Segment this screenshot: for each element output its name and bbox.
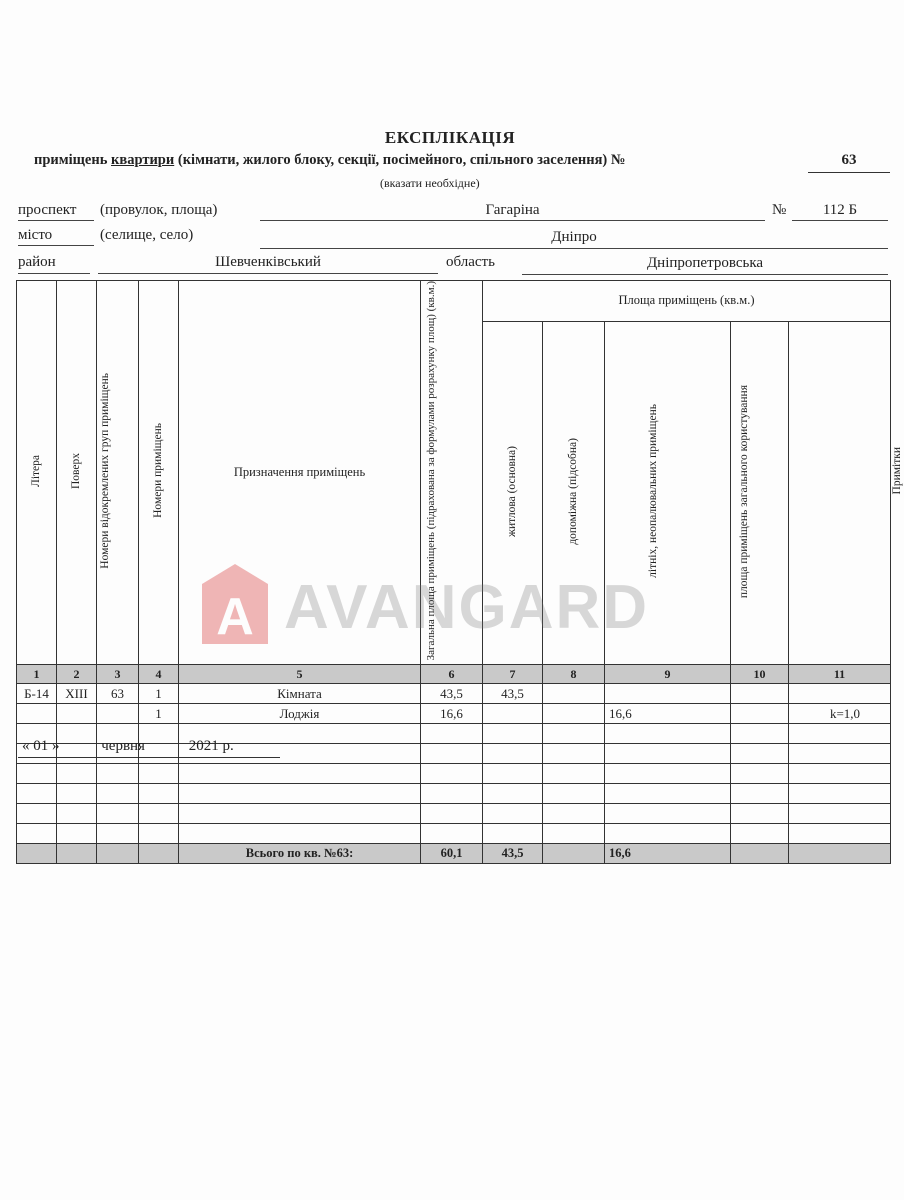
table-cell	[731, 764, 789, 784]
explication-table: Літера Поверх Номери відокремлених груп приміщень Номери приміщень Призначення приміщень Загальна площа приміщень (підрахована за формулами розрахунку площ) (кв.м.) Площа приміщень (кв.м.) Примітки житлова (основна) допоміжна (підсобна) літніх, неопалювальних приміщень площа приміщень загального користування 1 2 3 4 5 6 7 8 9 10 11 Б-14 ХІІІ 63 1 Кімната 43,5 43,5 1 Лоджія 16,6 16,6 k=1,0 Всього по кв. №63: 60,1 43,5 16,6	[16, 280, 891, 864]
district-value-line	[98, 273, 438, 274]
subtitle-prefix: приміщень	[34, 152, 112, 168]
header-rooms: Номери приміщень	[139, 281, 179, 665]
table-cell	[543, 764, 605, 784]
table-cell	[421, 804, 483, 824]
table-cell	[789, 724, 891, 744]
table-row	[17, 804, 891, 824]
col-number: 1	[17, 665, 57, 684]
table-cell	[57, 824, 97, 844]
table-cell	[483, 804, 543, 824]
table-cell	[605, 784, 731, 804]
header-purpose: Призначення приміщень	[179, 281, 421, 665]
table-cell	[139, 764, 179, 784]
table-cell	[789, 684, 891, 704]
table-cell	[17, 804, 57, 824]
col-number: 11	[789, 665, 891, 684]
total-label: Всього по кв. №63:	[179, 844, 421, 864]
table-cell	[543, 824, 605, 844]
col-number: 2	[57, 665, 97, 684]
table-cell	[731, 704, 789, 724]
table-cell: 1	[139, 704, 179, 724]
table-cell	[605, 724, 731, 744]
table-cell	[789, 784, 891, 804]
district-label: район	[18, 254, 56, 270]
col-number: 6	[421, 665, 483, 684]
table-cell	[483, 724, 543, 744]
col-number: 8	[543, 665, 605, 684]
street-label: проспект	[18, 202, 77, 218]
table-cell	[179, 804, 421, 824]
table-cell: Кімната	[179, 684, 421, 704]
table-row	[17, 824, 891, 844]
city-value: Дніпро	[551, 229, 597, 245]
table-cell	[543, 724, 605, 744]
table-cell	[421, 724, 483, 744]
header-groups: Номери відокремлених груп приміщень	[97, 281, 139, 665]
table-cell	[179, 784, 421, 804]
header-auxiliary: допоміжна (підсобна)	[543, 321, 605, 664]
table-cell	[421, 744, 483, 764]
street-alt-label: (провулок, площа)	[100, 202, 218, 218]
region-label: область	[446, 254, 495, 270]
street-value: Гагаріна	[485, 202, 540, 218]
city-alt-label: (селище, село)	[100, 227, 194, 243]
header-poverkh: Поверх	[57, 281, 97, 665]
table-cell: 16,6	[421, 704, 483, 724]
watermark	[200, 560, 720, 650]
table-cell: Лоджія	[179, 704, 421, 724]
table-cell	[731, 784, 789, 804]
date-year: 2021 р.	[188, 738, 234, 754]
table-cell	[605, 764, 731, 784]
hint-text: (вказати необхідне)	[380, 176, 480, 190]
street-label-line	[18, 220, 94, 221]
table-cell	[543, 704, 605, 724]
col-number: 10	[731, 665, 789, 684]
apartment-number-line	[808, 172, 890, 173]
house-no-value: 112 Б	[822, 202, 858, 218]
total-living: 43,5	[483, 844, 543, 864]
table-cell	[57, 764, 97, 784]
table-cell	[17, 704, 57, 724]
total-area: 60,1	[421, 844, 483, 864]
city-value-line	[260, 248, 888, 249]
table-cell	[605, 744, 731, 764]
apartment-number: 63	[841, 152, 857, 168]
table-cell	[789, 824, 891, 844]
table-cell	[543, 784, 605, 804]
table-cell	[17, 764, 57, 784]
table-cell	[483, 744, 543, 764]
avangard-logo-icon	[200, 562, 270, 646]
table-cell	[789, 764, 891, 784]
table-cell	[605, 804, 731, 824]
header-summer: літніх, неопалювальних приміщень	[605, 321, 731, 664]
table-cell	[543, 684, 605, 704]
table-cell	[483, 704, 543, 724]
table-cell	[97, 784, 139, 804]
table-cell: 16,6	[605, 704, 731, 724]
table-cell	[17, 784, 57, 804]
table-cell: 43,5	[421, 684, 483, 704]
column-numbers-row	[17, 665, 891, 684]
total-common	[731, 844, 789, 864]
table-row	[17, 784, 891, 804]
table-cell	[731, 824, 789, 844]
header-area-group: Площа приміщень (кв.м.)	[483, 281, 891, 322]
table-cell	[97, 824, 139, 844]
table-cell	[483, 764, 543, 784]
table-cell	[483, 824, 543, 844]
house-no-line	[792, 220, 888, 221]
district-value: Шевченківський	[215, 254, 321, 270]
subtitle-rest: (кімнати, жилого блоку, секції, посімейного, спільного заселення) №	[174, 152, 626, 168]
table-cell	[731, 744, 789, 764]
table-cell	[421, 824, 483, 844]
svg-text:A: A	[216, 588, 254, 646]
total-summer: 16,6	[605, 844, 731, 864]
table-cell	[139, 784, 179, 804]
table-cell	[789, 804, 891, 824]
table-cell	[57, 804, 97, 824]
city-label: місто	[18, 227, 53, 243]
table-cell: ХІІІ	[57, 684, 97, 704]
table-cell	[421, 764, 483, 784]
table-cell	[97, 704, 139, 724]
total-auxiliary	[543, 844, 605, 864]
table-row	[17, 684, 891, 704]
table-cell	[421, 784, 483, 804]
header-living: житлова (основна)	[483, 321, 543, 664]
col-number: 4	[139, 665, 179, 684]
table-row	[17, 704, 891, 724]
table-cell	[139, 824, 179, 844]
table-row	[17, 764, 891, 784]
table-cell	[483, 784, 543, 804]
table-cell: Б-14	[17, 684, 57, 704]
table-cell: 43,5	[483, 684, 543, 704]
region-value: Дніпропетровська	[646, 255, 764, 271]
total-notes	[789, 844, 891, 864]
subtitle-underlined: квартири	[111, 152, 175, 168]
house-no-label: №	[772, 202, 787, 218]
region-value-line	[522, 274, 888, 275]
table-cell	[57, 784, 97, 804]
street-value-line	[260, 220, 765, 221]
table-cell	[605, 824, 731, 844]
table-cell	[731, 724, 789, 744]
table-cell: 63	[97, 684, 139, 704]
col-number: 5	[179, 665, 421, 684]
table-cell	[543, 744, 605, 764]
document-title: ЕКСПЛІКАЦІЯ	[384, 128, 516, 147]
signing-date	[22, 738, 234, 755]
table-cell: 1	[139, 684, 179, 704]
table-cell	[97, 764, 139, 784]
table-cell	[179, 824, 421, 844]
city-label-line	[18, 245, 94, 246]
header-total-area: Загальна площа приміщень (підрахована за формулами розрахунку площ) (кв.м.)	[421, 281, 483, 665]
header-common: площа приміщень загального користування	[731, 321, 789, 664]
table-cell	[543, 804, 605, 824]
table-cell	[97, 804, 139, 824]
district-label-line	[18, 273, 90, 274]
col-number: 3	[97, 665, 139, 684]
date-line	[18, 757, 280, 758]
watermark-text: AVANGARD	[284, 573, 650, 642]
table-cell	[731, 684, 789, 704]
table-cell	[789, 744, 891, 764]
table-cell	[731, 804, 789, 824]
col-number: 7	[483, 665, 543, 684]
date-day: « 01 »	[22, 738, 60, 754]
date-month: червня	[101, 738, 145, 754]
table-cell	[179, 764, 421, 784]
table-cell	[57, 704, 97, 724]
col-number: 9	[605, 665, 731, 684]
table-cell: k=1,0	[789, 704, 891, 724]
table-cell	[139, 804, 179, 824]
table-cell	[605, 684, 731, 704]
header-litera: Літера	[17, 281, 57, 665]
document-subtitle	[34, 152, 625, 169]
total-row	[17, 844, 891, 864]
table-cell	[17, 824, 57, 844]
